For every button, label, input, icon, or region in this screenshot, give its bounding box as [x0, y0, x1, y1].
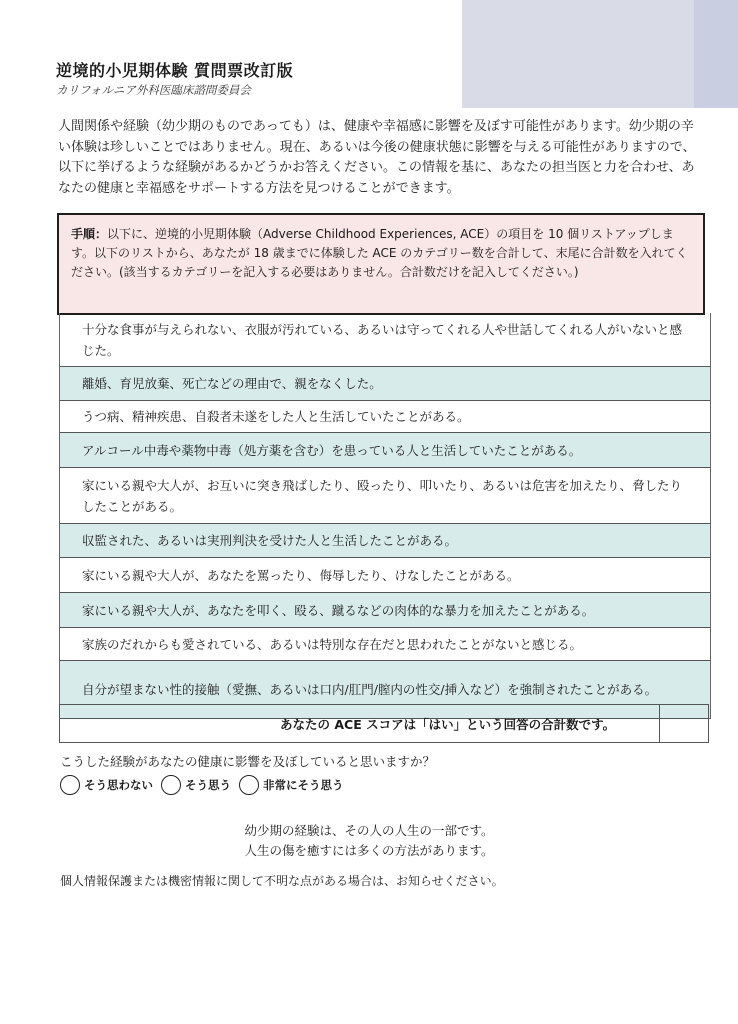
impact-options [60, 775, 344, 795]
ace-item-text: 家にいる親や大人が、あなたを叩く、殴る、蹴るなどの肉体的な暴力を加えたことがある。 [82, 602, 595, 618]
option-strongly-agree[interactable] [239, 775, 344, 795]
radio-circle-icon[interactable] [239, 775, 259, 795]
ace-item-row [60, 593, 710, 628]
ace-item-text: 離婚、育児放棄、死亡などの理由で、親をなくした。 [82, 376, 382, 391]
option-label: そう思わない [84, 778, 153, 792]
radio-circle-icon[interactable] [161, 775, 181, 795]
closing-line: 人生の傷を癒すには多くの方法があります。 [244, 843, 494, 858]
ace-score-row [59, 704, 709, 743]
ace-item-text: 十分な食事が与えられない、衣服が汚れている、あるいは守ってくれる人や世話してくれる人がいないと感じた。 [82, 321, 683, 358]
ace-item-text: うつ病、精神疾患、自殺者未遂をした人と生活していたことがある。 [82, 409, 470, 424]
ace-items-table [59, 313, 711, 719]
ace-score-label: あなたの ACE スコアは「はい」という回答の合計数です。 [280, 717, 616, 732]
scanned-corner-mark [462, 0, 738, 108]
option-label: そう思う [185, 778, 231, 792]
instructions-text: 以下に、逆境的小児期体験（Adverse Childhood Experiences, ACE）の項目を 10 個リストアップします。以下のリストから、あなたが 18 歳までに体験した ACE のカテゴリー数を合計して、末尾に合計数を入れてください。(該当するカテゴリーを記入する必要はありません。合計数だけを記入してください。) [71, 227, 688, 279]
ace-item-text: 家族のだれからも愛されている、あるいは特別な存在だと思われたことがないと感じる。 [82, 636, 583, 652]
ace-score-input-box[interactable] [659, 705, 708, 742]
ace-item-row [60, 558, 710, 593]
closing-line: 幼少期の経験は、その人の人生の一部です。 [244, 823, 494, 838]
instructions-heading: 手順： [71, 227, 108, 241]
ace-item-row [60, 628, 710, 661]
ace-item-row [60, 468, 710, 524]
radio-circle-icon[interactable] [60, 775, 80, 795]
ace-item-text: 家にいる親や大人が、あなたを罵ったり、侮辱したり、けなしたことがある。 [82, 567, 520, 583]
instructions-box [57, 213, 705, 315]
ace-item-row [60, 524, 710, 558]
ace-item-text: 家にいる親や大人が、お互いに突き飛ばしたり、殴ったり、叩いたり、あるいは危害を加えたり、脅したりしたことがある。 [82, 477, 683, 514]
option-agree[interactable] [161, 775, 231, 795]
option-label: 非常にそう思う [263, 778, 344, 792]
page-subtitle: カリフォルニア外科医臨床諮問委員会 [56, 83, 251, 97]
corner-mark-edge [694, 0, 738, 108]
ace-item-text: 自分が望まない性的接触（愛撫、あるいは口内/肛門/膣内の性交/挿入など）を強制されたことがある。 [82, 682, 658, 697]
ace-item-row [60, 401, 710, 433]
ace-item-row [60, 433, 710, 468]
closing-message [0, 821, 738, 861]
intro-paragraph: 人間関係や経験（幼少期のものであっても）は、健康や幸福感に影響を及ぼす可能性があります。幼少期の辛い体験は珍しいことではありません。現在、あるいは今後の健康状態に影響を与える可能性がありますので、以下に挙げるような経験があるかどうかお答えください。この情報を基に、あなたの担当医と力を合わせ、あなたの健康と幸福感をサポートする方法を見つけることができます。 [58, 119, 696, 196]
ace-item-text: 収監された、あるいは実刑判決を受けた人と生活したことがある。 [82, 533, 458, 548]
ace-item-text: アルコール中毒や薬物中毒（処方薬を含む）を患っている人と生活していたことがある。 [82, 442, 582, 458]
ace-item-row [60, 367, 710, 401]
page-title: 逆境的小児期体験 質問票改訂版 [56, 61, 294, 80]
privacy-note: 個人情報保護または機密情報に関して不明な点がある場合は、お知らせください。 [60, 874, 504, 888]
option-disagree[interactable] [60, 775, 153, 795]
ace-item-row [60, 313, 710, 367]
impact-question: こうした経験があなたの健康に影響を及ぼしていると思いますか？ [60, 754, 436, 769]
